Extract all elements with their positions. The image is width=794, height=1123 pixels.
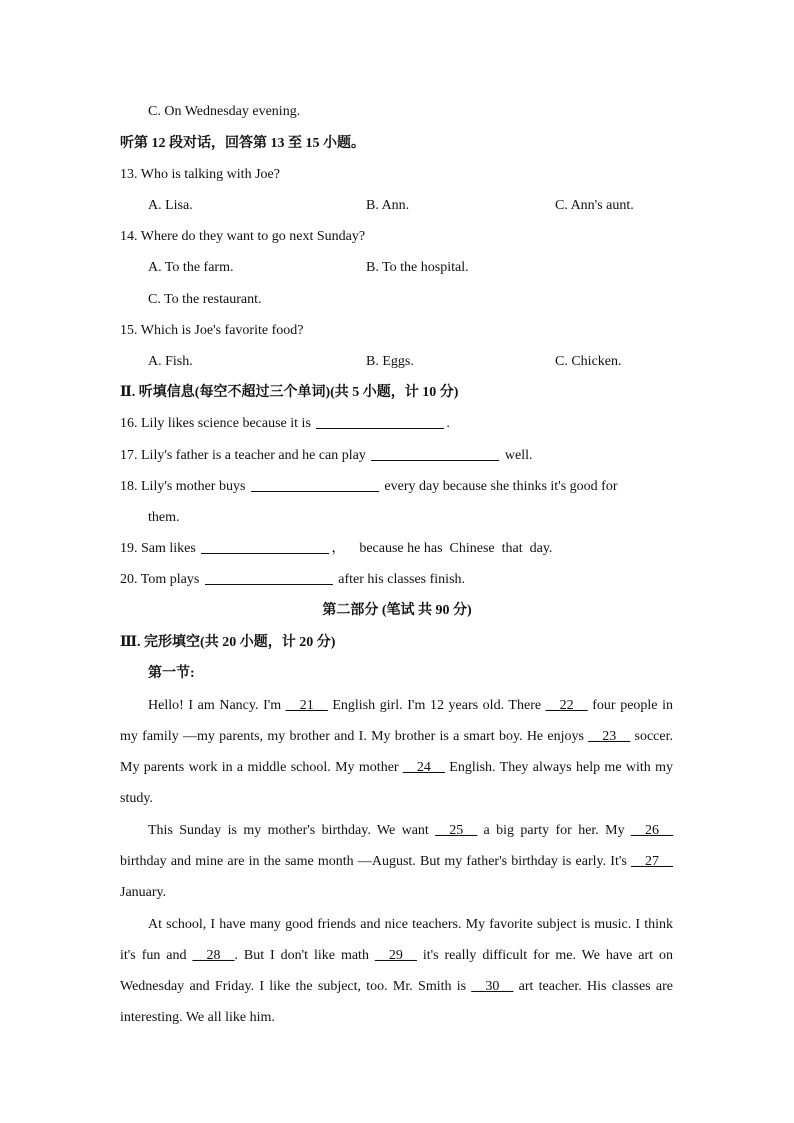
- q13-option-c: C. Ann's aunt.: [555, 198, 634, 213]
- p3-text: . But I don't like math: [234, 948, 375, 963]
- passage-paragraph-1: [120, 690, 673, 814]
- blank-27[interactable]: __27__: [631, 854, 673, 869]
- p2-text: a big party for her. My: [477, 823, 631, 838]
- part3-title: Ⅲ. 完形填空(共 20 小题，计 20 分): [120, 635, 336, 650]
- blank-26[interactable]: __26__: [631, 823, 673, 838]
- q20-end: after his classes finish.: [338, 572, 466, 587]
- blank-25[interactable]: __25__: [435, 823, 478, 838]
- q17: [120, 446, 532, 466]
- p2-text: birthday and mine are in the same month —August. But my father's birthday is early. It's: [120, 854, 631, 869]
- part2-title: Ⅱ. 听填信息(每空不超过三个单词)(共 5 小题，计 10 分): [120, 385, 459, 400]
- q18-answer-blank[interactable]: [251, 477, 379, 492]
- p3-text: At school, I have many good friends and nice teachers. My favorite subject is music. I think it's fun and: [120, 917, 673, 963]
- q18-text: 18. Lily's mother buys: [120, 479, 246, 494]
- p1-text: English girl. I'm 12 years old. There: [327, 698, 546, 713]
- written-part-title: 第二部分 (笔试 共 90 分): [322, 603, 472, 618]
- q16-text: 16. Lily likes science because it is: [120, 416, 311, 431]
- q19-end: ， because he has Chinese that day.: [331, 541, 553, 556]
- q14-option-b: B. To the hospital.: [366, 260, 469, 275]
- blank-24[interactable]: __24__: [402, 760, 445, 775]
- q15-option-a: A. Fish.: [148, 354, 193, 369]
- q18-end: every day because she thinks it's good for: [384, 479, 618, 494]
- q16: [120, 414, 450, 434]
- p2-text: This Sunday is my mother's birthday. We want: [148, 823, 436, 838]
- p1-text: four people in my family —my parents, my brother and I. My brother is a smart boy. He enjoys: [120, 698, 674, 744]
- q15-option-b: B. Eggs.: [366, 354, 414, 369]
- q17-text: 17. Lily's father is a teacher and he can play: [120, 448, 366, 463]
- q13-stem: 13. Who is talking with Joe?: [120, 167, 280, 182]
- blank-23[interactable]: __23__: [588, 729, 631, 744]
- q17-end: well.: [504, 448, 533, 463]
- blank-28[interactable]: __28__: [192, 948, 235, 963]
- q16-end: .: [446, 416, 450, 431]
- q14-option-a: A. To the farm.: [148, 260, 234, 275]
- blank-22[interactable]: __22__: [545, 698, 588, 713]
- section1-label: 第一节:: [148, 666, 195, 681]
- p3-text: art teacher. His classes are interesting. We all like him.: [120, 979, 673, 1025]
- p2-text: January.: [120, 885, 167, 900]
- q13-option-b: B. Ann.: [366, 198, 410, 213]
- p3-text: it's really difficult for me. We have art on Wednesday and Friday. I like the subject, too. Mr. Smith is: [120, 948, 673, 994]
- p1-text: soccer. My parents work in a middle school. My mother: [120, 729, 673, 775]
- q19: [120, 539, 552, 559]
- p1-text: English. They always help me with my study.: [120, 760, 674, 806]
- q16-answer-blank[interactable]: [316, 414, 444, 429]
- q13-option-a: A. Lisa.: [148, 198, 193, 213]
- q20: [120, 570, 465, 590]
- q14-option-c: C. To the restaurant.: [148, 292, 262, 307]
- q18: [120, 477, 617, 497]
- blank-29[interactable]: __29__: [374, 948, 417, 963]
- p1-text: Hello! I am Nancy. I'm: [148, 698, 286, 713]
- blank-30[interactable]: __30__: [471, 979, 514, 994]
- q20-text: 20. Tom plays: [120, 572, 200, 587]
- q12-option-c: C. On Wednesday evening.: [148, 104, 301, 119]
- q17-answer-blank[interactable]: [371, 446, 499, 461]
- q19-answer-blank[interactable]: [201, 539, 329, 554]
- section12-instruction: 听第 12 段对话，回答第 13 至 15 小题。: [120, 136, 365, 151]
- q18-continuation: them.: [148, 510, 180, 525]
- blank-21[interactable]: __21__: [285, 698, 328, 713]
- q15-stem: 15. Which is Joe's favorite food?: [120, 323, 304, 338]
- passage-paragraph-3: [120, 909, 673, 1033]
- q14-stem: 14. Where do they want to go next Sunday?: [120, 229, 366, 244]
- q15-option-c: C. Chicken.: [555, 354, 622, 369]
- q19-text: 19. Sam likes: [120, 541, 196, 556]
- passage-paragraph-2: [120, 815, 673, 908]
- q20-answer-blank[interactable]: [205, 570, 333, 585]
